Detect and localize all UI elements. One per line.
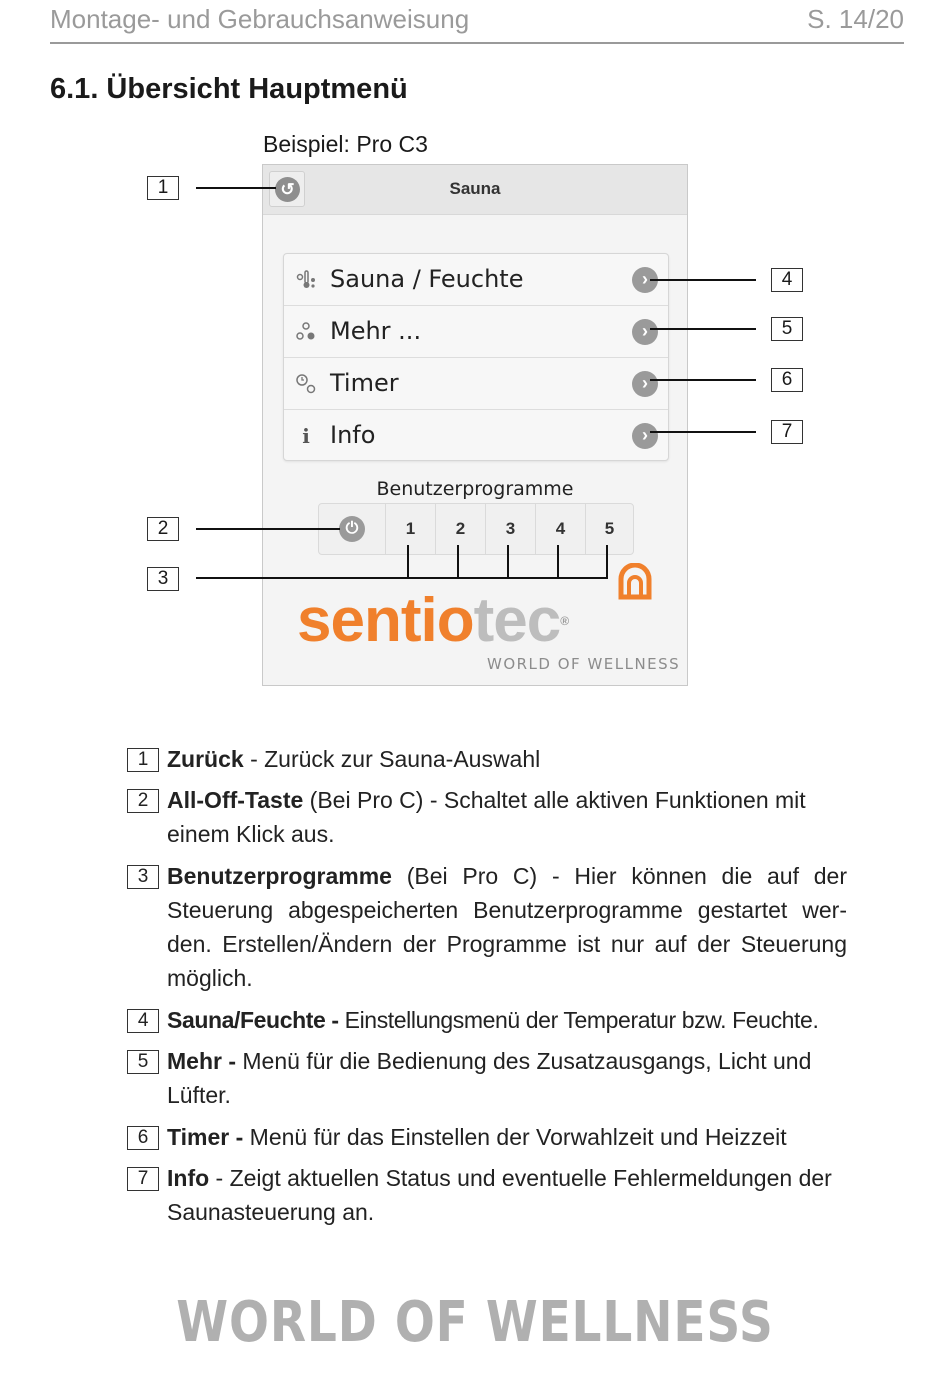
screen-topbar [263, 165, 687, 215]
description-term: Zurück [167, 746, 244, 772]
callout-5: 5 [771, 317, 803, 341]
callout-tick [507, 545, 509, 578]
screen-title: Sauna [449, 179, 501, 198]
controller-screen [262, 164, 688, 686]
description-number: 6 [127, 1126, 159, 1150]
callout-tick [606, 545, 608, 578]
callout-line-2 [196, 528, 340, 530]
page-number: S. 14/20 [807, 4, 904, 34]
info-icon: i [302, 424, 310, 448]
logo-tagline: WORLD OF WELLNESS [487, 655, 681, 673]
description-term: Info [167, 1165, 210, 1191]
description-text: - Zurück zur Sauna-Auswahl [243, 746, 541, 772]
description-number: 7 [127, 1167, 159, 1191]
description-term: All-Off-Taste [167, 787, 304, 813]
description-item-5 [127, 1044, 847, 1112]
menu-item-mehr[interactable] [284, 306, 668, 358]
callout-line-5 [650, 328, 756, 330]
description-term: Benutzerprogramme [167, 863, 392, 889]
example-label: Beispiel: Pro C3 [263, 131, 428, 157]
description-term: Sauna/Feuchte - [167, 1007, 339, 1033]
description-item-3 [127, 859, 847, 995]
callout-tick [407, 545, 409, 578]
description-item-7 [127, 1161, 847, 1229]
description-number: 3 [127, 865, 159, 889]
callout-tick [457, 545, 459, 578]
description-item-6 [127, 1120, 847, 1154]
description-term: Mehr - [167, 1048, 236, 1074]
logo-mark-icon [615, 563, 655, 603]
chevron-right-icon: › [632, 319, 658, 345]
header-divider [50, 42, 904, 44]
callout-4: 4 [771, 268, 803, 292]
chevron-right-icon: › [632, 423, 658, 449]
more-icon [294, 320, 318, 344]
description-number: 5 [127, 1050, 159, 1074]
description-text: (Bei Pro C) - Hier können die auf der Steuerung abgespeicherten Benutzerprogramme gestartet wer-den. Erstellen/Ändern der Programme ist nur auf der Steuerung möglich. [167, 863, 847, 991]
program-button-1[interactable]: 1 [385, 504, 435, 554]
section-title: 6.1. Übersicht Hauptmenü [50, 73, 408, 105]
chevron-right-icon: › [632, 371, 658, 397]
callout-line-1 [196, 187, 276, 189]
description-item-1 [127, 742, 847, 776]
callout-2: 2 [147, 517, 179, 541]
timer-icon [294, 372, 318, 396]
logo-part-sentio: sentio [297, 586, 474, 655]
description-text: Menü für das Einstellen der Vorwahlzeit und Heizzeit [243, 1124, 787, 1150]
user-programs-bar [318, 503, 634, 555]
document-title: Montage- und Gebrauchsanweisung [50, 4, 470, 34]
callout-7: 7 [771, 420, 803, 444]
menu-item-info[interactable] [284, 410, 668, 462]
description-number: 1 [127, 748, 159, 772]
program-button-4[interactable]: 4 [535, 504, 585, 554]
description-term: Timer - [167, 1124, 244, 1150]
description-text: Einstellungsmenü der Temperatur bzw. Feuchte. [338, 1007, 819, 1033]
power-icon: ⏻ [339, 516, 365, 542]
menu-item-label: Info [330, 421, 376, 449]
main-menu [283, 253, 669, 461]
callout-line-3 [196, 577, 608, 579]
menu-item-label: Sauna / Feuchte [330, 265, 524, 293]
callout-line-7 [650, 431, 756, 433]
callout-6: 6 [771, 368, 803, 392]
menu-item-label: Timer [330, 369, 399, 397]
sentiotec-logo [297, 586, 569, 655]
chevron-right-icon: › [632, 267, 658, 293]
thermometer-drops-icon [294, 268, 318, 292]
footer-tagline: WORLD OF WELLNESS [176, 1290, 774, 1355]
program-button-5[interactable]: 5 [585, 504, 633, 554]
menu-item-label: Mehr ... [330, 317, 422, 345]
callout-tick [557, 545, 559, 578]
description-text: (Bei Pro C) - Schaltet alle aktiven Funktionen mit einem Klick aus. [167, 787, 806, 847]
menu-item-sauna-feuchte[interactable] [284, 254, 668, 306]
program-button-2[interactable]: 2 [435, 504, 485, 554]
back-arrow-icon: ↺ [275, 177, 300, 202]
description-number: 4 [127, 1009, 159, 1033]
description-item-4 [127, 1003, 847, 1037]
user-programs-label: Benutzerprogramme [376, 478, 574, 500]
callout-line-6 [650, 379, 756, 381]
logo-part-tec: tec [473, 586, 561, 655]
callout-line-4 [650, 279, 756, 281]
callout-3: 3 [147, 567, 179, 591]
description-text: - Zeigt aktuellen Status und eventuelle Fehlermeldungen der Saunasteuerung an. [167, 1165, 832, 1225]
description-item-2 [127, 783, 847, 851]
registered-mark: ® [560, 614, 569, 628]
menu-item-timer[interactable] [284, 358, 668, 410]
description-text: Menü für die Bedienung des Zusatzausgangs, Licht und Lüfter. [167, 1048, 812, 1108]
description-number: 2 [127, 789, 159, 813]
program-button-3[interactable]: 3 [485, 504, 535, 554]
callout-1: 1 [147, 176, 179, 200]
